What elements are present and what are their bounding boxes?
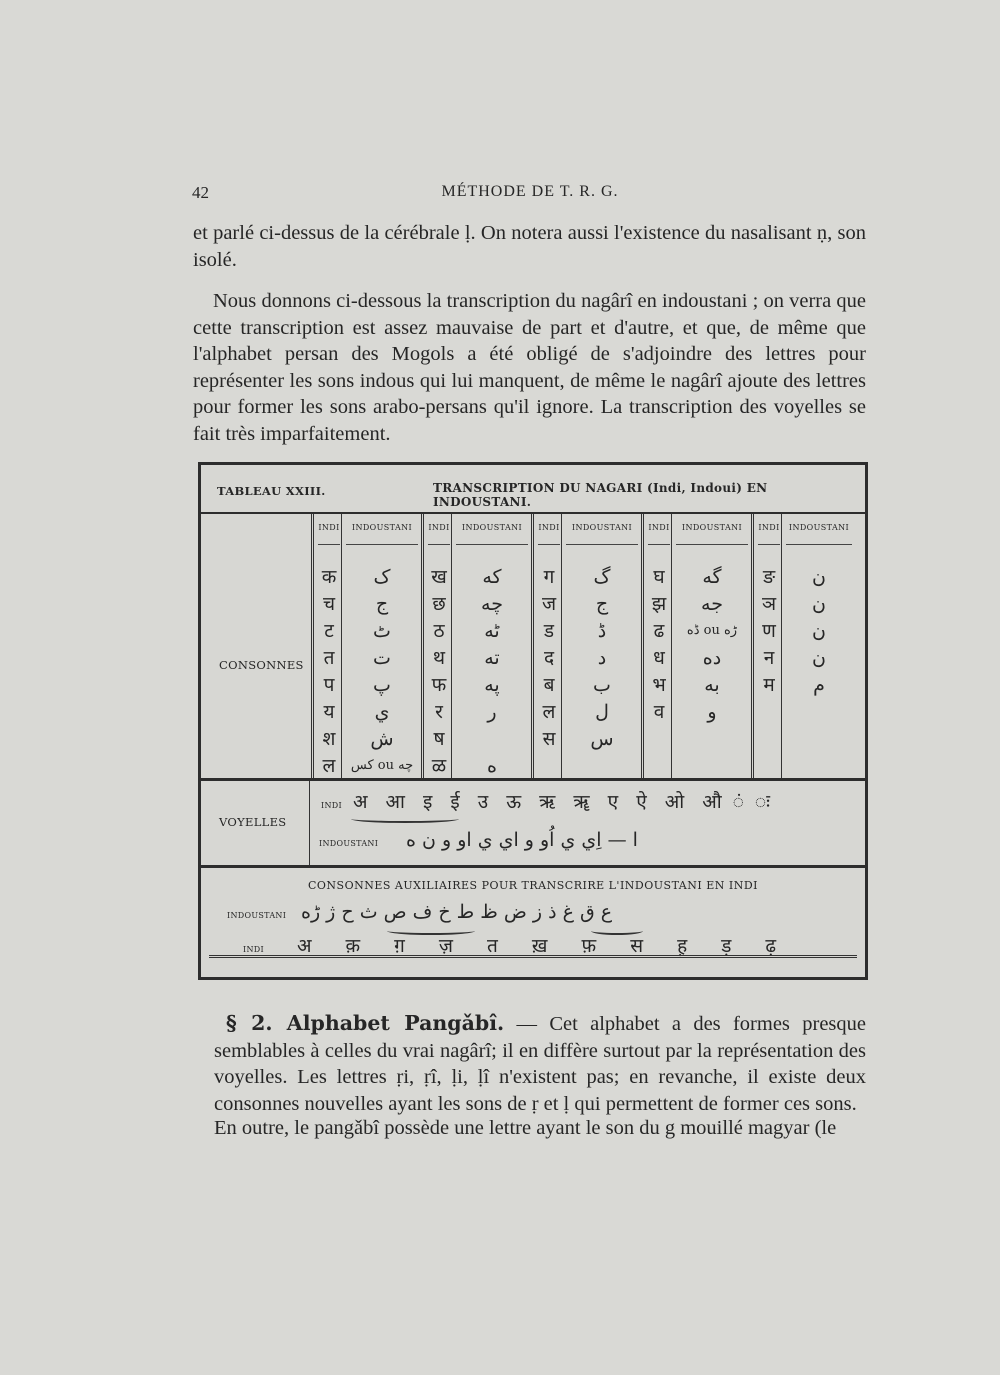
glyph-cell: م [813, 674, 825, 696]
glyph-cell: ش [370, 728, 394, 750]
column-header: INDOUSTANI [461, 523, 523, 532]
vowels-indoustani-label: INDOUSTANI [319, 839, 379, 848]
glyph-cell: ल [542, 701, 556, 723]
glyph-cell: جه [701, 593, 723, 615]
column-header-rule [676, 544, 748, 545]
glyph-cell: ت [373, 647, 391, 669]
column-3 [421, 514, 454, 778]
table-label: TABLEAU XXIII. [217, 484, 326, 498]
glyph-cell: ब [543, 674, 555, 696]
vowels-label: VOYELLES [219, 815, 287, 829]
glyph-cell: ج [375, 593, 389, 615]
table-title: TRANSCRIPTION DU NAGARI (Indi, Indoui) EN INDOUSTANI. [433, 481, 768, 509]
glyph-cell: घ [653, 566, 665, 588]
glyph-cell: ग [543, 566, 555, 588]
column-1 [311, 514, 344, 778]
glyph-cell: ड [543, 620, 555, 642]
column-header-rule [318, 544, 340, 545]
column-header: INDOUSTANI [351, 523, 413, 532]
table-xxiii [198, 462, 868, 980]
paragraph-3-body: — Cet alphabet a des formes presque semblables à celles du vrai nagârî; il en diffère surtout par la représentation des voyelles. Les lettres ṛi, ṛî, ḷi, ḷî n'existent pas; en revanche, il existe deux consonnes nouvelles ayant les sons de ṛ et ḷ qui permettent de former ces sons. [214, 1013, 866, 1115]
glyph-cell: र [435, 701, 443, 723]
glyph-cell: ٹ [373, 620, 391, 642]
glyph-cell: ख [431, 566, 447, 588]
paragraph-3 [214, 1010, 866, 1117]
glyph-cell: द [543, 647, 555, 669]
auxiliary-indoustani-label: INDOUSTANI [227, 911, 287, 920]
column-9 [751, 514, 784, 778]
column-header-rule [346, 544, 418, 545]
column-header: INDOUSTANI [571, 523, 633, 532]
glyph-cell: و [707, 701, 717, 723]
glyph-cell: ته [484, 647, 500, 669]
glyph-cell: ल [322, 755, 336, 777]
glyph-cell: प [323, 674, 335, 696]
glyph-cell: ر [487, 701, 497, 723]
column-header-rule [786, 544, 852, 545]
glyph-cell: म [763, 674, 775, 696]
consonants-label: CONSONNES [219, 658, 304, 672]
glyph-cell: न [763, 647, 775, 669]
glyph-cell: ل [595, 701, 609, 723]
column-2 [341, 514, 422, 778]
running-header [192, 183, 868, 209]
glyph-cell: ڈ [597, 620, 607, 642]
glyph-cell: भ [652, 674, 666, 696]
column-header-rule [648, 544, 670, 545]
glyph-cell: स [542, 728, 556, 750]
glyph-cell: ک [373, 566, 391, 588]
vowels-indi-label: INDI [321, 801, 342, 810]
glyph-cell: ٹه [484, 620, 500, 642]
column-7 [641, 514, 674, 778]
glyph-cell: व [653, 701, 665, 723]
paragraph-2: Nous donnons ci-dessous la transcription du nagârî en indoustani ; on verra que cette transcription est assez mauvaise de part et d'autre, et que, de même que l'alphabet persan des Mogols a été obligé de s'adjoindre des lettres pour représenter les sons indous qui lui manquent, de même le nagârî ajoute des lettres pour former les sons arabo-persans qu'il ignore. La transcription des voyelles se fait très imparfaitement. [193, 290, 866, 445]
auxiliary-title: CONSONNES AUXILIAIRES POUR TRANSCRIRE L'INDOUSTANI EN INDI [307, 879, 759, 892]
table-header [201, 465, 865, 514]
column-header: INDI [758, 523, 780, 532]
column-10 [781, 514, 856, 778]
glyph-cell: ळ [431, 755, 447, 777]
glyph-cell: پ [373, 674, 391, 696]
glyph-cell: د [597, 647, 607, 669]
vowels-indoustani-line: ا — اِي ي اُو و اي ي او و ن ه [406, 829, 638, 851]
glyph-cell: च [322, 593, 336, 615]
column-header-rule [428, 544, 450, 545]
glyph-cell: ठ [433, 620, 445, 642]
glyph-cell: س [590, 728, 614, 750]
glyph-cell: که [482, 566, 502, 588]
auxiliary-brace-2 [591, 927, 643, 935]
paragraph-4: En outre, le pangǎbî possède une lettre ayant le son du g mouillé magyar (le [214, 1117, 837, 1139]
glyph-cell: گ [593, 566, 611, 588]
running-title: MÉTHODE DE T. R. G. [441, 183, 619, 200]
vowels-brace [351, 815, 459, 823]
glyph-cell: झ [651, 593, 667, 615]
glyph-cell: ن [812, 647, 826, 669]
glyph-cell: ङ [762, 566, 776, 588]
vowels-section [201, 781, 865, 868]
glyph-cell: ष [433, 728, 445, 750]
glyph-cell: په [484, 674, 500, 696]
vowels-indi-line: अ आ इ ई उ ऊ ऋ ॠ ए ऐ ओ औ ं ः [353, 791, 776, 813]
glyph-cell: ट [324, 620, 334, 642]
column-6 [561, 514, 642, 778]
auxiliary-section [201, 867, 865, 977]
column-4 [451, 514, 532, 778]
glyph-cell: ن [812, 620, 826, 642]
section-heading: § 2. Alphabet Pangǎbî. [226, 1011, 505, 1035]
column-header: INDOUSTANI [681, 523, 743, 532]
glyph-cell: ڈه ou ڑه [686, 623, 738, 638]
column-8 [671, 514, 752, 778]
glyph-cell: ج [595, 593, 609, 615]
consonants-section [201, 514, 865, 781]
glyph-cell: क [321, 566, 337, 588]
glyph-cell: کس ou چه [350, 758, 414, 773]
glyph-cell: گه [702, 566, 722, 588]
glyph-cell: त [323, 647, 335, 669]
column-header: INDI [428, 523, 450, 532]
column-header: INDOUSTANI [788, 523, 850, 532]
page-number: 42 [192, 183, 209, 202]
glyph-cell: ध [653, 647, 665, 669]
auxiliary-bottom-rule [209, 955, 857, 958]
glyph-cell: फ [431, 674, 447, 696]
glyph-cell: ण [762, 620, 776, 642]
glyph-cell: ه [487, 755, 497, 777]
auxiliary-indoustani-line: ع ق غ ذ ز ض ظ ط خ ف ص ث ح ژ ڑه [301, 901, 613, 923]
glyph-cell: به [704, 674, 720, 696]
glyph-cell: ढ [653, 620, 665, 642]
glyph-cell: य [323, 701, 335, 723]
glyph-cell: ن [812, 566, 826, 588]
glyph-cell: ده [702, 647, 722, 669]
column-header: INDI [318, 523, 340, 532]
consonant-columns [311, 514, 865, 778]
glyph-cell: थ [432, 647, 446, 669]
column-header: INDI [648, 523, 670, 532]
glyph-cell: ن [812, 593, 826, 615]
auxiliary-indi-line: अ क़ ग़ ज़ त ख़ फ़ स ह़ ड़ ढ़ [297, 935, 791, 957]
column-5 [531, 514, 564, 778]
glyph-cell: छ [432, 593, 446, 615]
glyph-cell: ञ [761, 593, 777, 615]
column-header-rule [758, 544, 780, 545]
column-header-rule [456, 544, 528, 545]
column-header: INDI [538, 523, 560, 532]
auxiliary-brace-1 [387, 927, 475, 935]
glyph-cell: ب [593, 674, 611, 696]
column-header-rule [538, 544, 560, 545]
glyph-cell: ज [541, 593, 557, 615]
vowels-divider [309, 781, 310, 865]
column-header-rule [566, 544, 638, 545]
paragraph-1: et parlé ci-dessus de la cérébrale ḷ. On notera aussi l'existence du nasalisant ṇ, son isolé. [193, 222, 866, 271]
glyph-cell: श [322, 728, 336, 750]
glyph-cell: چه [481, 593, 503, 615]
glyph-cell: ي [374, 701, 390, 723]
auxiliary-indi-label: INDI [243, 945, 264, 954]
